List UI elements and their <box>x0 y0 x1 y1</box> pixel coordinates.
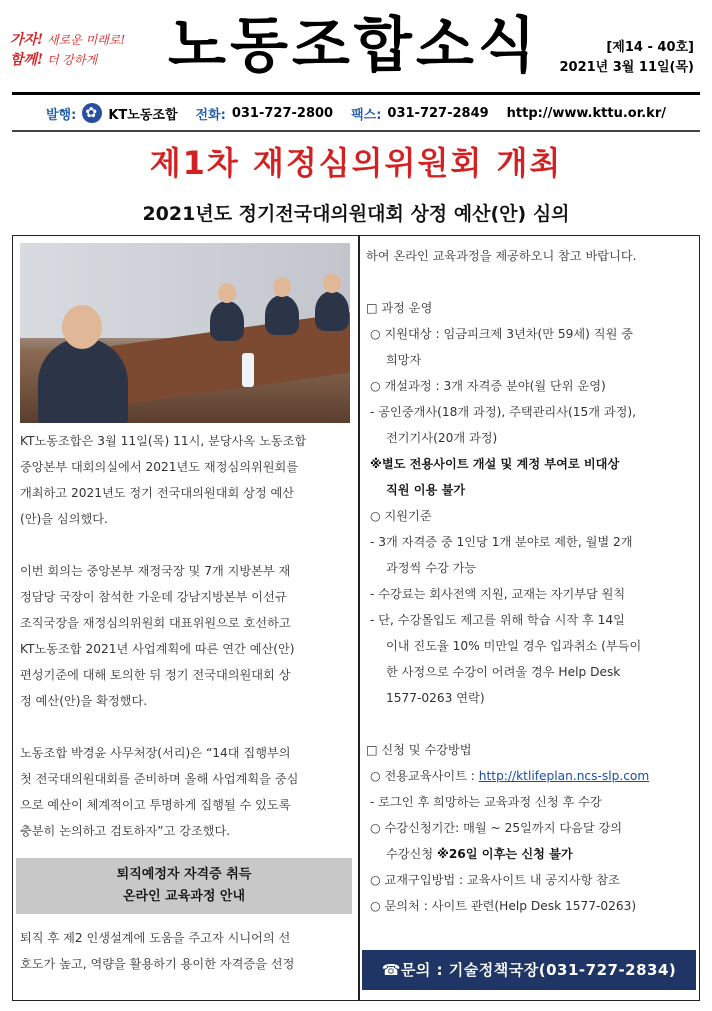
notice-title-line1: 퇴직예정자 자격증 취득 <box>116 867 252 882</box>
fax-label: 팩스: <box>351 107 382 123</box>
notice-details <box>366 243 692 919</box>
headline: 제1차 재정심의위원회 개최 <box>149 144 563 182</box>
issue-date: 2021년 3월 11일(목) <box>559 60 694 75</box>
masthead <box>0 0 712 95</box>
target-line-cont: 희망자 <box>386 353 422 367</box>
website-link[interactable]: http://www.kttu.or.kr/ <box>506 105 666 121</box>
subheadline: 2021년도 정기전국대의원대회 상정 예산(안) 심의 <box>142 203 570 225</box>
divider-thick <box>12 92 700 95</box>
publisher-name: KT노동조합 <box>108 107 178 123</box>
column-divider <box>358 235 360 1001</box>
course-line: ○ 개설과정 : 3개 자격증 분야(월 단위 운영) <box>370 379 606 393</box>
article-paragraph-1: KT노동조합은 3월 11일(목) 11시, 분당사옥 노동조합 중앙본부 대회의실에서 2021년도 재정심의위원회를 개최하고 2021년도 정기 전국대의원대회 상정 예산 (안)을 심의했다. <box>20 434 307 526</box>
criteria-item-1-cont: 과정씩 수강 가능 <box>386 561 477 575</box>
notice-intro-continued: 하여 온라인 교육과정을 제공하오니 참고 바랍니다. <box>366 249 637 263</box>
union-logo-icon <box>82 103 102 123</box>
issue-info <box>560 38 695 78</box>
target-line: ○ 지원대상 : 임금피크제 3년차(만 59세) 직원 중 <box>370 327 634 341</box>
divider-thin <box>12 130 700 132</box>
criteria-item-3: - 단, 수강몰입도 제고를 위해 학습 시작 후 14일 <box>370 613 625 627</box>
criteria-item-1: - 3개 자격증 중 1인당 1개 분야로 제한, 월별 2개 <box>370 535 633 549</box>
slogan <box>10 30 155 70</box>
notice-box-title <box>16 858 352 914</box>
contact-bar <box>12 96 700 130</box>
publisher-label: 발행: <box>46 107 77 123</box>
site-note: - 로그인 후 희망하는 교육과정 신청 후 수강 <box>370 795 602 809</box>
course-list-line-cont: 전기기사(20개 과정) <box>386 431 498 445</box>
section-application: □ 신청 및 수강방법 <box>366 743 472 757</box>
slogan-line1-strong: 가자! <box>10 32 44 48</box>
deadline-warning: ※26일 이후는 신청 불가 <box>436 847 573 861</box>
criteria-heading: ○ 지원기준 <box>370 509 432 523</box>
notice-intro: 퇴직 후 제2 인생설계에 도움을 주고자 시니어의 선 호도가 높고, 역량을 활용하기 용이한 자격증을 선정 <box>20 931 295 971</box>
access-note: ※별도 전용사이트 개설 및 계정 부여로 비대상 <box>370 457 620 471</box>
fax-number: 031-727-2849 <box>387 105 489 121</box>
section-course-operation: □ 과정 운영 <box>366 301 433 315</box>
article-paragraph-2: 이번 회의는 중앙본부 재정국장 및 7개 지방본부 재 정담당 국장이 참석한 가운데 강남지방본부 이선규 조직국장을 재정심의위원회 대표위원으로 호선하고 KT노동조합 2021년 사업계획에 따른 연간 예산(안) 편성기준에 대해 토의한 뒤 정기 전국대의원대회 상 정 예산(안)을 확정했다. <box>20 564 295 708</box>
article-paragraph-3: 노동조합 박경윤 사무처장(서리)은 “14대 집행부의 첫 전국대의원대회를 준비하며 올해 사업계획을 중심 으로 예산이 체계적이고 투명하게 집행될 수 있도록 충분히 논의하고 검토하자”고 강조했다. <box>20 746 299 838</box>
contact-line: ○ 문의처 : 사이트 관련(Help Desk 1577-0263) <box>370 899 637 913</box>
criteria-item-3-cont: 이내 진도율 10% 미만일 경우 입과취소 (부득이 <box>386 639 642 653</box>
period-line: ○ 수강신청기간: 매월 ~ 25일까지 다음달 강의 <box>370 821 623 835</box>
issue-number: [제14 - 40호] <box>606 40 694 55</box>
meeting-photo <box>20 243 350 423</box>
site-line: ○ 전용교육사이트 : http://ktlifeplan.ncs-slp.com <box>370 769 650 783</box>
access-note-cont: 직원 이용 불가 <box>386 483 466 497</box>
notice-title-line2: 온라인 교육과정 안내 <box>122 889 246 904</box>
slogan-line2-strong: 함께! <box>10 52 44 68</box>
slogan-line2-rest: 더 강하게 <box>43 53 98 67</box>
books-line: ○ 교재구입방법 : 교육사이트 내 공지사항 참조 <box>370 873 620 887</box>
criteria-item-3-cont2: 한 사정으로 수강이 어려울 경우 Help Desk <box>386 665 621 679</box>
course-list-line: - 공인중개사(18개 과정), 주택관리사(15개 과정), <box>370 405 637 419</box>
phone-number: 031-727-2800 <box>231 105 334 121</box>
inquiry-banner: ☎문의 : 기술정책국장(031-727-2834) <box>362 950 696 990</box>
education-site-link[interactable]: http://ktlifeplan.ncs-slp.com <box>478 769 650 783</box>
slogan-line1-rest: 새로운 미래로! <box>43 33 126 47</box>
newsletter-title: 노동조합소식 <box>168 11 540 81</box>
criteria-item-2: - 수강료는 회사전액 지원, 교재는 자기부담 원칙 <box>370 587 626 601</box>
period-line-cont: 수강신청 ※26일 이후는 신청 불가 <box>386 847 573 861</box>
phone-label: 전화: <box>195 107 226 123</box>
criteria-item-3-cont3: 1577-0263 연락) <box>386 691 485 705</box>
